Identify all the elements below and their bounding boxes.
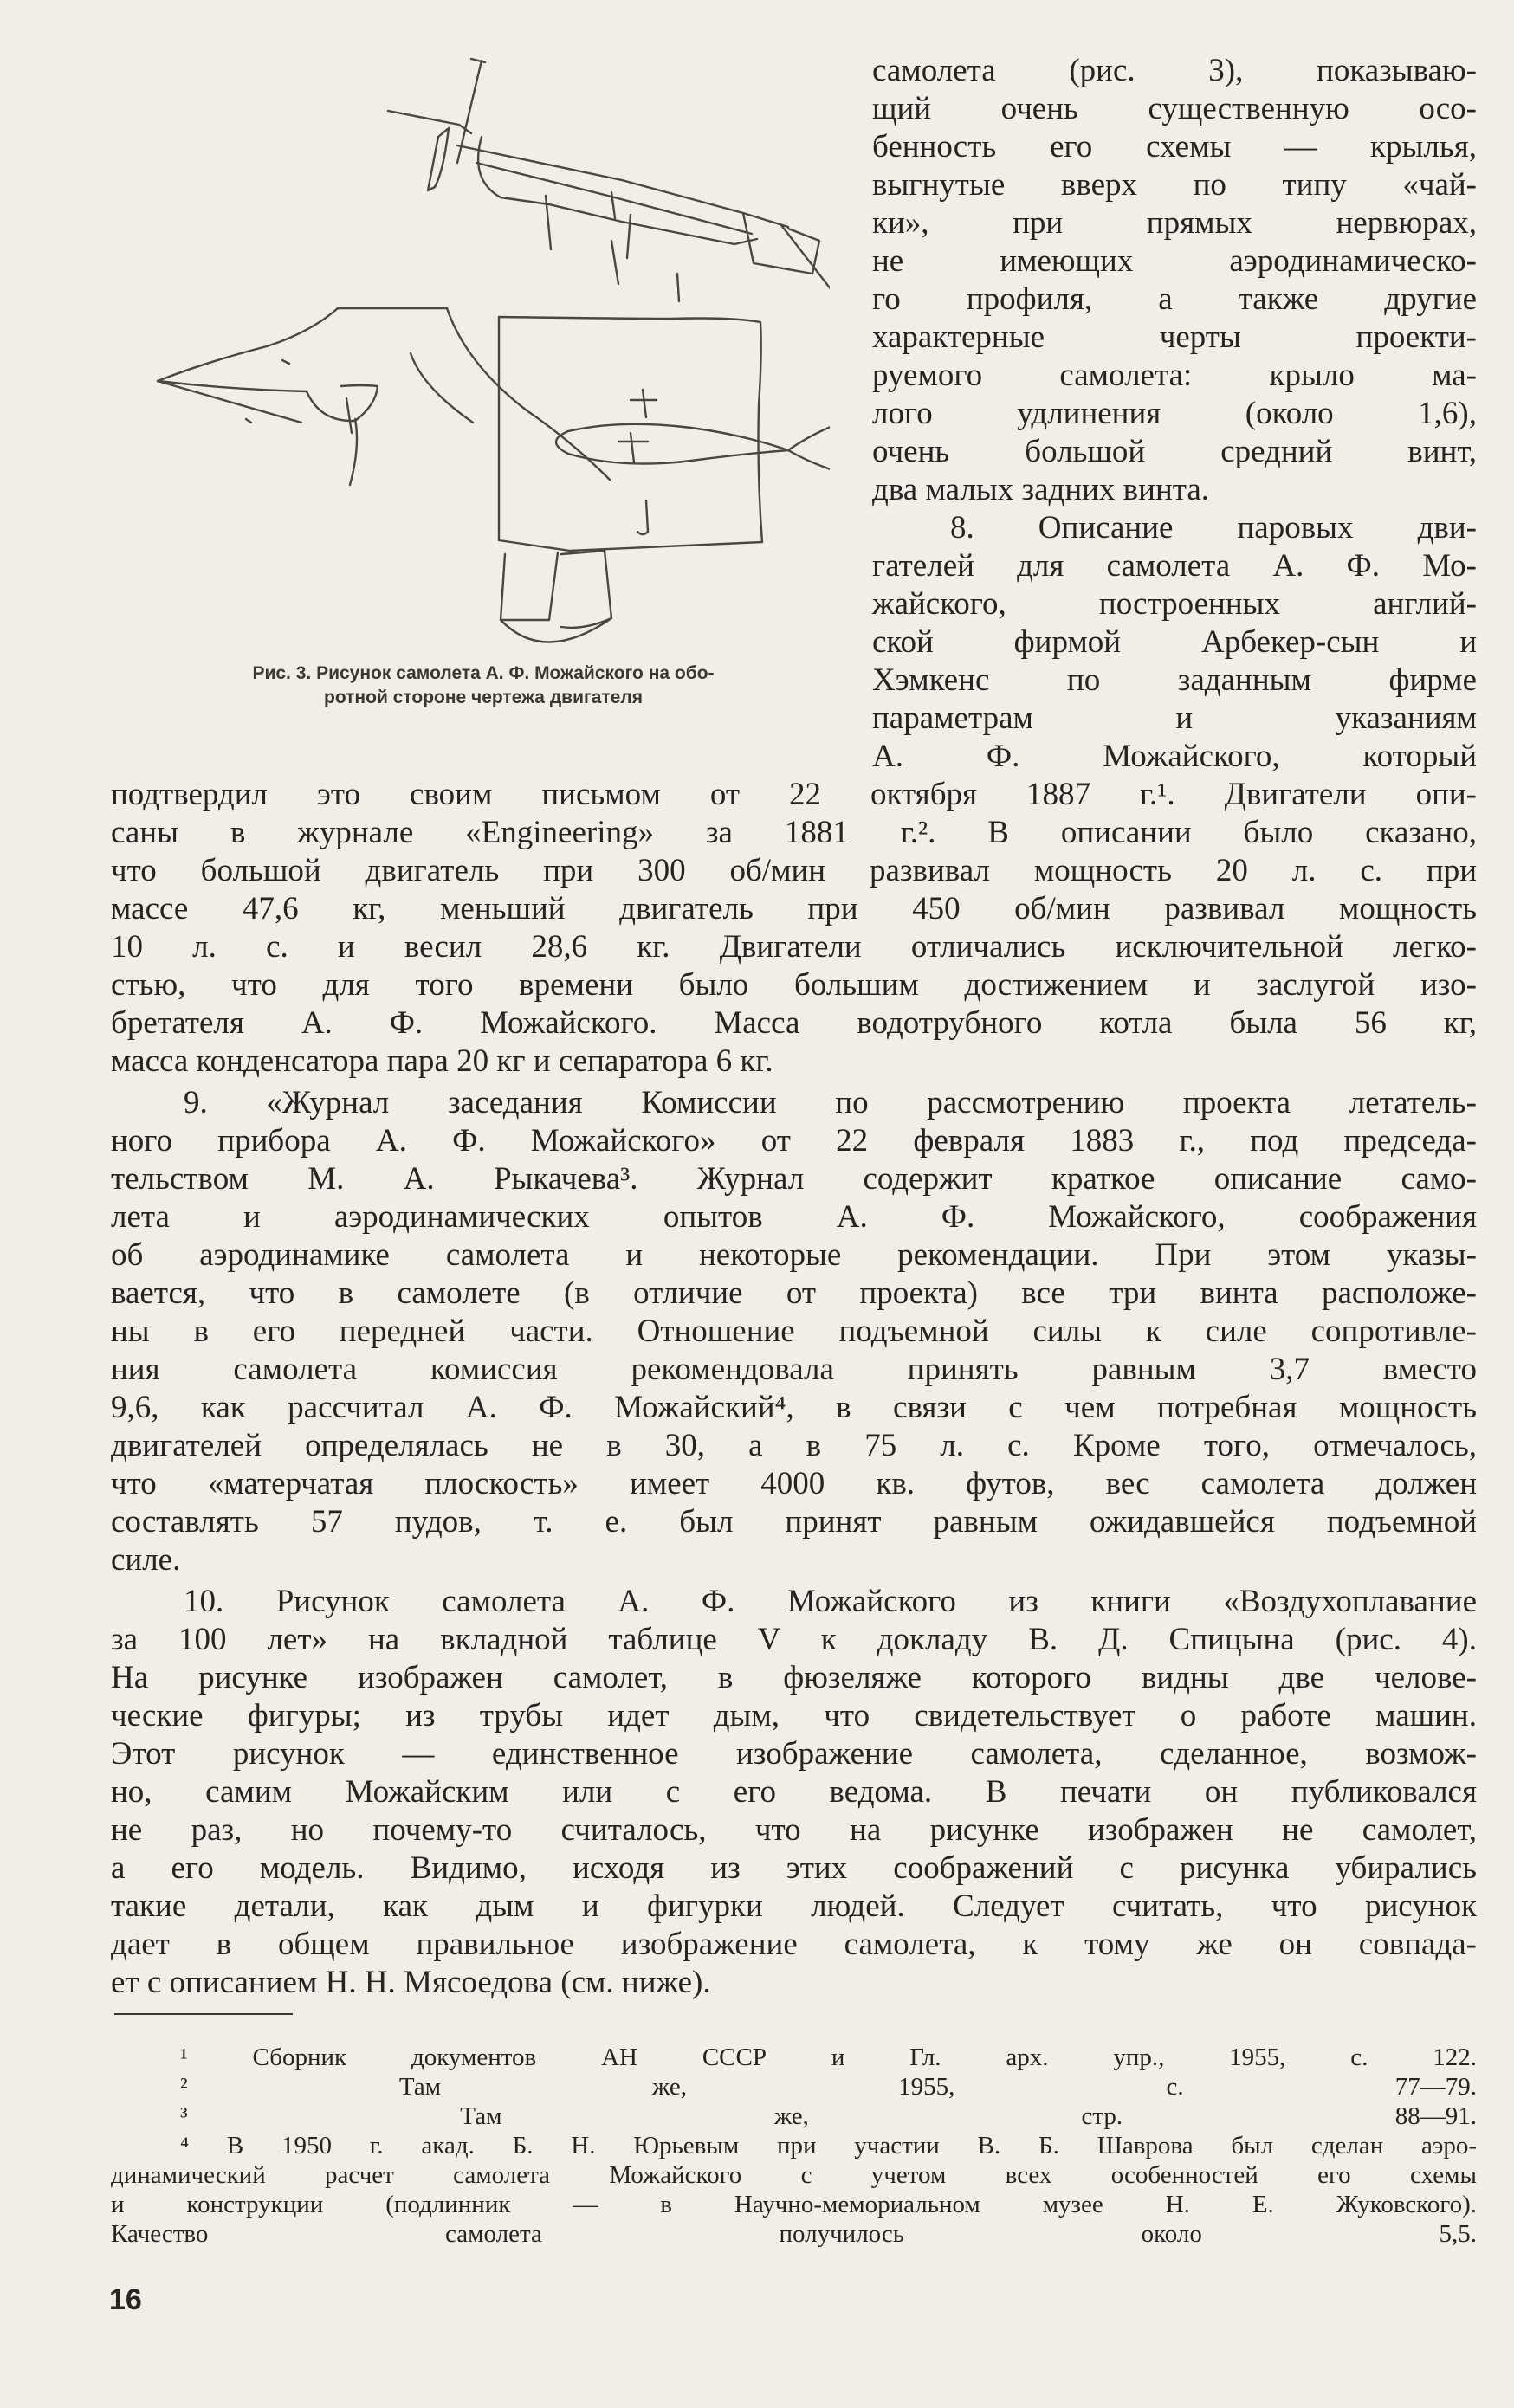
body-line: силе.	[111, 1542, 181, 1578]
footnote-2: ² Там же, 1955, с. 77—79.	[180, 2073, 1477, 2101]
body-line: вается, что в самолете (в отличие от проекта) все три винта расположе-	[111, 1275, 1477, 1311]
figure-caption-line: ротной стороне чертежа двигателя	[324, 688, 643, 707]
footnote-4-line: Качество самолета получилось около 5,5.	[111, 2220, 1477, 2248]
body-line: что большой двигатель при 300 об/мин развивал мощность 20 л. с. при	[111, 853, 1477, 888]
body-line: составлять 57 пудов, т. е. был принят равным ожидавшейся подъемной	[111, 1504, 1477, 1540]
body-line: ного прибора А. Ф. Можайского» от 22 февраля 1883 г., под председа-	[111, 1123, 1477, 1159]
aircraft-sketch-drawing	[137, 42, 830, 665]
right-column-line: го профиля, а также другие	[872, 281, 1477, 317]
paragraph-9-start: 9. «Журнал заседания Комиссии по рассмотрению проекта летатель-	[184, 1085, 1477, 1120]
footnote-4-line: динамический расчет самолета Можайского с учетом всех особенностей его схемы	[111, 2161, 1477, 2189]
body-line: 9,6, как рассчитал А. Ф. Можайский⁴, в связи с чем потребная мощность	[111, 1390, 1477, 1425]
paragraph-10-start: 10. Рисунок самолета А. Ф. Можайского из книги «Воздухоплавание	[184, 1584, 1477, 1619]
body-line: двигателей определялась не в 30, а в 75 л. с. Кроме того, отмечалось,	[111, 1428, 1477, 1463]
body-line: ны в его передней части. Отношение подъемной силы к силе сопротивле-	[111, 1314, 1477, 1349]
body-line: тельством М. А. Рыкачева³. Журнал содержит краткое описание само-	[111, 1161, 1477, 1197]
body-line: за 100 лет» на вкладной таблице V к докладу В. Д. Спицына (рис. 4).	[111, 1622, 1477, 1657]
right-column-line: не имеющих аэродинамическо-	[872, 243, 1477, 279]
right-column-line: самолета (рис. 3), показываю-	[872, 53, 1477, 88]
figure-caption-line: Рис. 3. Рисунок самолета А. Ф. Можайского на обо-	[252, 663, 715, 683]
body-line: подтвердил это своим письмом от 22 октября 1887 г.¹. Двигатели опи-	[111, 777, 1477, 812]
paragraph-8-start: 8. Описание паровых дви-	[950, 510, 1477, 546]
right-column-line: выгнутые вверх по типу «чай-	[872, 167, 1477, 203]
body-line: но, самим Можайским или с его ведома. В печати он публиковался	[111, 1774, 1477, 1810]
body-line: массе 47,6 кг, меньший двигатель при 450 об/мин развивал мощность	[111, 891, 1477, 926]
right-column-line: очень большой средний винт,	[872, 434, 1477, 469]
right-column-line: параметрам и указаниям	[872, 700, 1477, 736]
footnote-divider	[114, 2013, 293, 2015]
body-line: такие детали, как дым и фигурки людей. Следует считать, что рисунок	[111, 1888, 1477, 1924]
body-line: стью, что для того времени было большим достижением и заслугой изо-	[111, 967, 1477, 1003]
right-column-line: щий очень существенную осо-	[872, 91, 1477, 126]
right-column-line: бенность его схемы — крылья,	[872, 129, 1477, 165]
right-column-line: характерные черты проекти-	[872, 320, 1477, 355]
body-line: саны в журнале «Engineering» за 1881 г.². В описании было сказано,	[111, 815, 1477, 850]
footnote-4: ⁴ В 1950 г. акад. Б. Н. Юрьевым при участии В. Б. Шаврова был сделан аэро-	[180, 2132, 1477, 2159]
right-column-line: жайского, построенных англий-	[872, 586, 1477, 622]
footnote-1: ¹ Сборник документов АН СССР и Гл. арх. упр., 1955, с. 122.	[180, 2043, 1477, 2071]
body-line: не раз, но почему-то считалось, что на рисунке изображен не самолет,	[111, 1812, 1477, 1848]
body-line: а его модель. Видимо, исходя из этих соображений с рисунка убирались	[111, 1850, 1477, 1886]
body-line: ческие фигуры; из трубы идет дым, что свидетельствует о работе машин.	[111, 1698, 1477, 1733]
body-line: ет с описанием Н. Н. Мясоедова (см. ниже).	[111, 1965, 711, 2000]
body-line: ния самолета комиссия рекомендовала принять равным 3,7 вместо	[111, 1352, 1477, 1387]
page-number: 16	[109, 2283, 142, 2316]
body-line: что «матерчатая плоскость» имеет 4000 кв. футов, вес самолета должен	[111, 1466, 1477, 1501]
right-column-line: лого удлинения (около 1,6),	[872, 396, 1477, 431]
right-column-line: ской фирмой Арбекер-сын и	[872, 624, 1477, 660]
figure-3	[137, 42, 830, 700]
body-line: 10 л. с. и весил 28,6 кг. Двигатели отличались исключительной легко-	[111, 929, 1477, 965]
body-line: об аэродинамике самолета и некоторые рекомендации. При этом указы-	[111, 1237, 1477, 1273]
right-column-line: руемого самолета: крыло ма-	[872, 358, 1477, 393]
figure-caption	[137, 662, 830, 710]
body-line: Этот рисунок — единственное изображение самолета, сделанное, возмож-	[111, 1736, 1477, 1772]
footnote-4-line: и конструкции (подлинник — в Научно-мемориальном музее Н. Е. Жуковского).	[111, 2191, 1477, 2218]
body-line: масса конденсатора пара 20 кг и сепаратора 6 кг.	[111, 1043, 773, 1079]
right-column-line: гателей для самолета А. Ф. Мо-	[872, 548, 1477, 584]
body-line: На рисунке изображен самолет, в фюзеляже которого видны две челове-	[111, 1660, 1477, 1695]
right-column-line: Хэмкенс по заданным фирме	[872, 662, 1477, 698]
right-column-line: ки», при прямых нервюрах,	[872, 205, 1477, 241]
body-line: бретателя А. Ф. Можайского. Масса водотрубного котла была 56 кг,	[111, 1005, 1477, 1041]
footnote-3: ³ Там же, стр. 88—91.	[180, 2102, 1477, 2130]
right-column-line: А. Ф. Можайского, который	[872, 739, 1477, 774]
body-line: дает в общем правильное изображение самолета, к тому же он совпада-	[111, 1927, 1477, 1962]
right-column-line: два малых задних винта.	[872, 472, 1210, 507]
body-line: лета и аэродинамических опытов А. Ф. Можайского, соображения	[111, 1199, 1477, 1235]
